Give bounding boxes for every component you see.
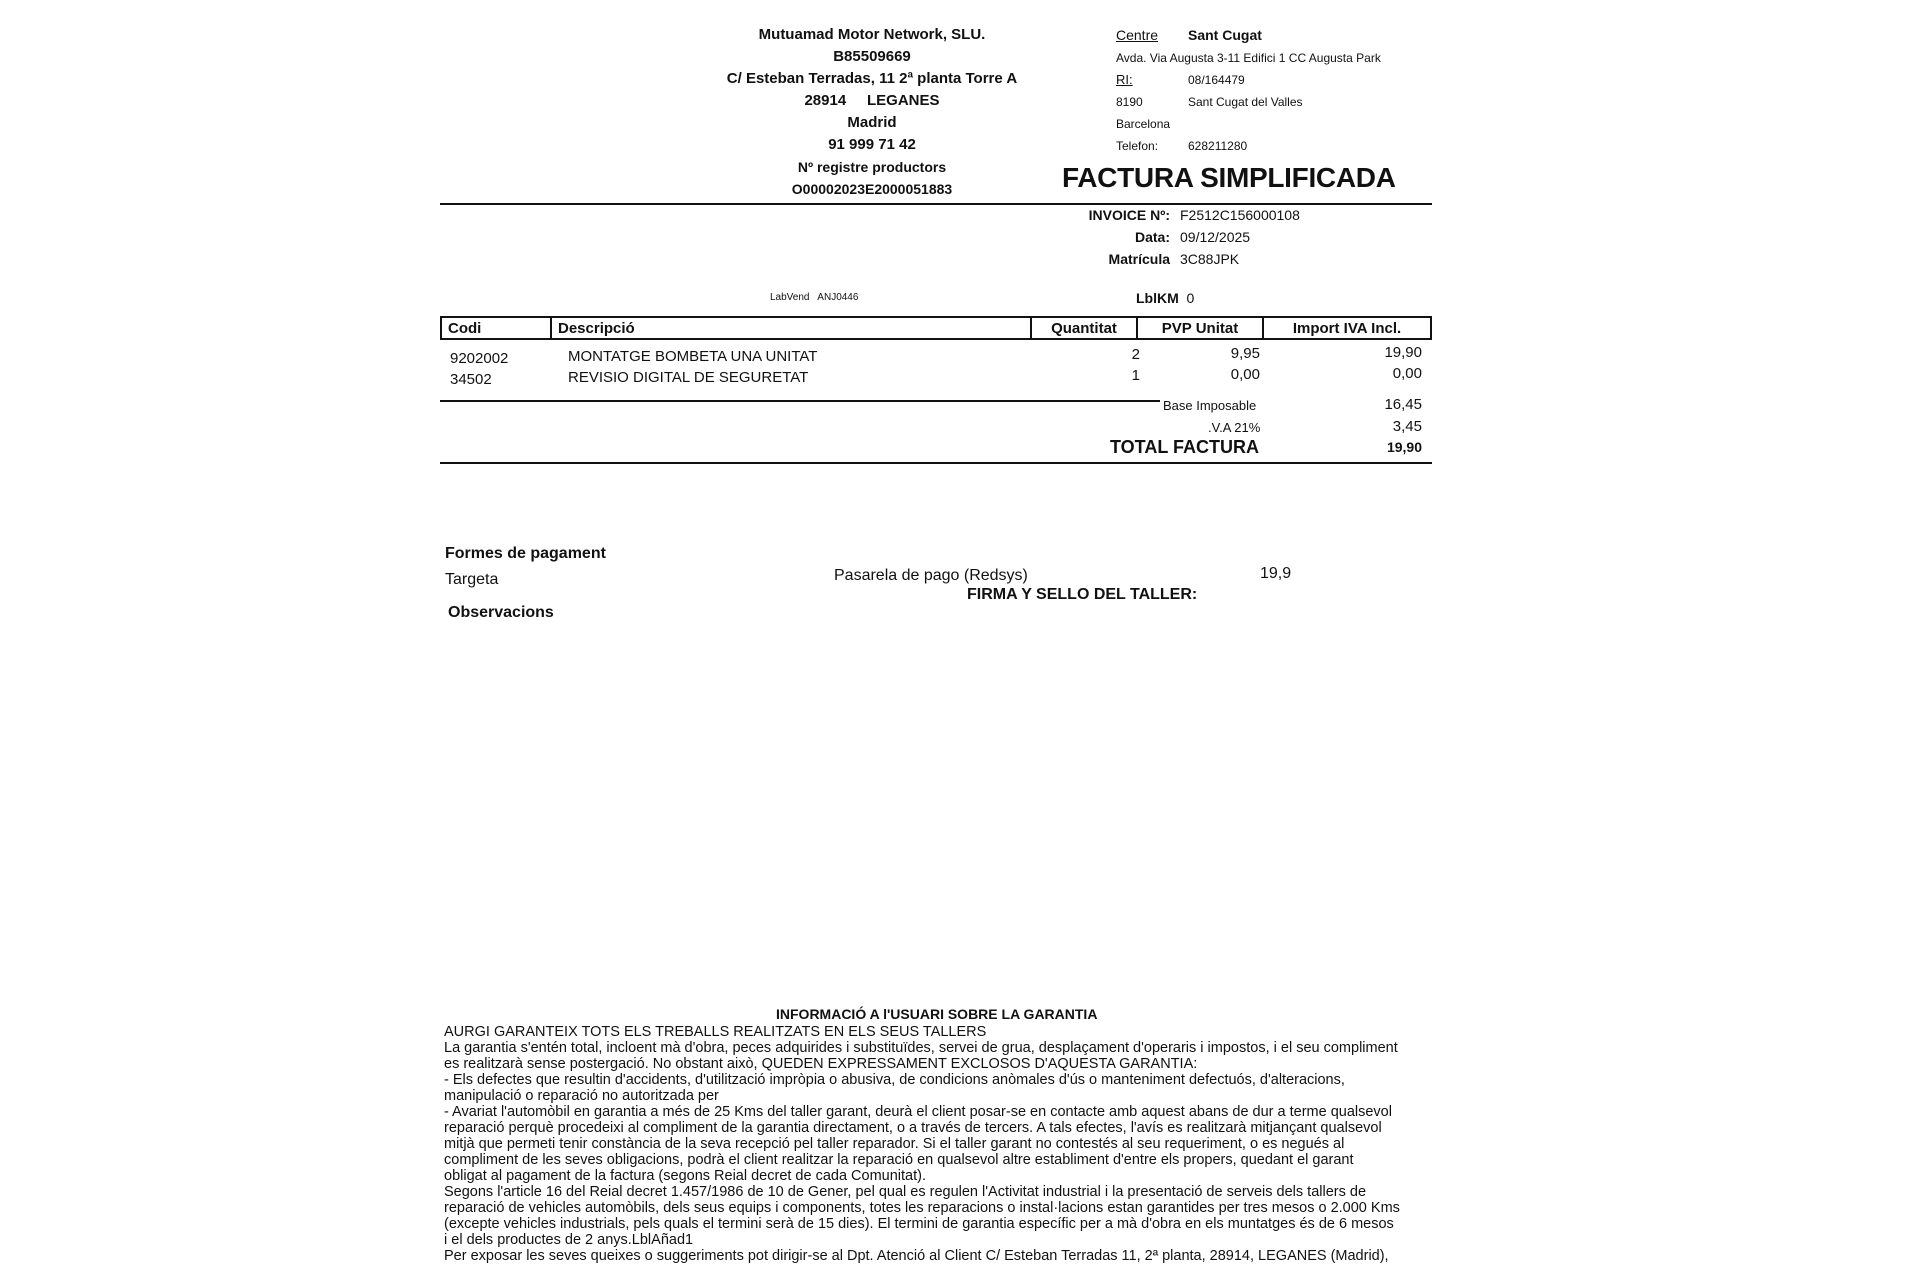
registry-label: Nº registre productors [797,159,947,175]
plate-label: Matrícula [1108,251,1170,267]
invoice-meta [1080,204,1300,270]
centre-city: Sant Cugat del Valles [1188,95,1303,109]
payment-method: Targeta [445,571,499,588]
base-value: 16,45 [1384,396,1422,413]
labvend [770,292,858,303]
company-name: Mutuamad Motor Network, SLU. [758,26,986,43]
phone-label: Telefon: [1116,139,1159,153]
iva-label: .V.A 21% [1208,420,1261,435]
row-description: REVISIO DIGITAL DE SEGURETAT [568,369,809,386]
centre-name: Sant Cugat [1188,27,1262,43]
row-unit-price: 9,95 [1230,345,1260,362]
invoice-date-label: Data: [1134,229,1170,245]
col-unit-price: PVP Unitat [1137,317,1263,339]
warranty-line: Per exposar les seves queixes o suggeriments pot dirigir-se al Dpt. Atenció al Client C/ Esteban Terradas 11, 2ª planta, 28914, LEGANES (Madrid), [444,1248,1389,1264]
company-province: Madrid [847,114,897,131]
warranty-line: manipulació o reparació no autoritzada per [444,1088,719,1104]
warranty-line: reparació de vehicles automòbils, dels seus equips i components, totes les reparacions o instal·lacions estan garantides per tres mesos o 2.000 Kms [444,1200,1400,1216]
km-label: LblKM [1136,290,1179,306]
centre-block [1116,24,1381,157]
row-total: 19,90 [1384,344,1422,361]
warranty-title: INFORMACIÓ A l'USUARI SOBRE LA GARANTIA [776,1006,1098,1022]
items-divider [440,400,1160,402]
items-table [440,316,1432,340]
km-value: 0 [1186,290,1195,306]
base-label: Base Imposable [1163,398,1257,413]
warranty-line: Segons l'article 16 del Reial decret 1.457/1986 de 10 de Gener, pel qual es regulen l'Activitat industrial i la presentació de serveis dels tallers de [444,1184,1367,1200]
warranty-line: AURGI GARANTEIX TOTS ELS TREBALLS REALITZATS EN ELS SEUS TALLERS [444,1024,987,1040]
total-value: 19,90 [1386,439,1422,455]
centre-region: Barcelona [1116,117,1171,131]
km [1136,290,1194,306]
company-phone: 91 999 71 42 [828,136,916,153]
warranty-line: - Avariat l'automòbil en garantia a més de 25 Kms del taller garant, deurà el client posar-se en contacte amb aquest abans de dur a terme qualsevol [444,1104,1392,1120]
row-total: 0,00 [1392,365,1422,382]
company-address: C/ Esteban Terradas, 11 2ª planta Torre A [726,70,1018,87]
company-block [712,24,1032,200]
invoice-date: 09/12/2025 [1180,229,1251,245]
totals-divider [440,462,1432,464]
row-unit-price: 0,00 [1230,366,1260,383]
warranty-line: - Els defectes que resultin d'accidents, d'utilització impròpia o abusiva, de condicions anòmales d'ús o manteniment defectuós, d'alteracions, [444,1072,1345,1088]
col-code: Codi [441,317,551,339]
signature-label: FIRMA Y SELLO DEL TALLER: [967,586,1198,603]
registry-number: O00002023E2000051883 [791,181,953,197]
centre-postal-code: 8190 [1116,95,1143,109]
warranty-line: obligat al pagament de la factura (segons Reial decret de cada Comunitat). [444,1168,927,1184]
ri-value: 08/164479 [1188,73,1245,87]
centre-address: Avda. Via Augusta 3-11 Edifici 1 CC Augusta Park [1116,51,1381,65]
payment-heading: Formes de pagament [445,545,606,562]
labvend-label: LabVend [770,292,810,303]
warranty-line: (excepte vehicles industrials, pels quals el termini serà de 15 dies). El termini de garantia específic per a mà d'obra en els muntatges és de 6 mesos [444,1216,1394,1232]
payment-amount: 19,9 [1260,565,1292,582]
col-total: Import IVA Incl. [1263,317,1431,339]
invoice-number: F2512C156000108 [1180,207,1300,223]
invoice-title: FACTURA SIMPLIFICADA [1062,162,1396,193]
centre-phone: 628211280 [1188,139,1248,153]
items-header-row [441,317,1431,339]
warranty-line: i el dels productes de 2 anys.LblAñad1 [444,1232,694,1248]
row-quantity: 1 [1131,367,1140,384]
row-description: MONTATGE BOMBETA UNA UNITAT [568,348,818,365]
warranty-line: mitjà que permeti tenir constància de la seva recepció pel taller reparador. Si el taller garant no contestés al seu requeriment, o es negués al [444,1136,1345,1152]
row-quantity: 2 [1131,346,1140,363]
warranty-line: es realitzarà sense postergació. No obstant això, QUEDEN EXPRESSAMENT EXCLOSOS D'AQUESTA GARANTIA: [444,1056,1198,1072]
company-cif: B85509669 [833,48,911,65]
plate-value: 3C88JPK [1180,251,1240,267]
ri-label: RI: [1116,72,1133,87]
total-label: TOTAL FACTURA [1110,437,1259,457]
warranty-line: reparació perquè procedeixi al compliment de la garantia directament, o a través de tercers. A tals efectes, l'avís es realitzarà mitjançant qualsevol [444,1120,1382,1136]
payment-gateway: Pasarela de pago (Redsys) [834,567,1028,584]
col-description: Descripció [551,317,1031,339]
warranty-text [444,1024,1474,1264]
col-quantity: Quantitat [1031,317,1137,339]
labvend-value: ANJ0446 [817,292,859,303]
warranty-line: compliment de les seves obligacions, podrà el client realitzar la reparació en qualsevol altre establiment d'entre els propers, quedant el garant [444,1152,1354,1168]
centre-label: Centre [1116,27,1159,43]
row-code: 34502 [450,371,492,388]
warranty-line: La garantia s'entén total, incloent mà d'obra, peces adquirides i substituïdes, servei de grua, desplaçament d'operaris i impostos, i el seu compliment [444,1040,1398,1056]
company-postal-city: 28914 LEGANES [804,92,940,109]
observations-heading: Observacions [448,604,554,621]
row-code: 9202002 [450,350,509,367]
invoice-number-label: INVOICE Nº: [1088,207,1170,223]
iva-value: 3,45 [1392,418,1422,435]
